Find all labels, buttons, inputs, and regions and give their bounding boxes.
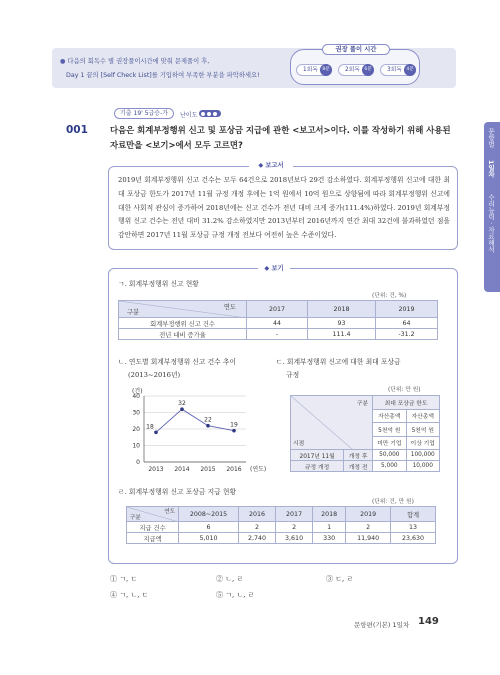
table-cell: - (247, 329, 308, 340)
side-tab-day: 1일차 (487, 160, 495, 178)
table-cell: 100,000 (406, 450, 439, 461)
data-point (232, 429, 236, 433)
banner-line-1 (60, 56, 209, 65)
table-c-large-header: 이상 기업 (406, 436, 439, 450)
table-a-corner (119, 301, 247, 318)
footer-book-title: 문항편(기본) 1일차 (354, 621, 410, 629)
data-point (154, 431, 158, 435)
table-cell: 13 (391, 522, 436, 533)
choice-4[interactable] (110, 590, 148, 600)
table-cell: 5,010 (179, 533, 239, 544)
x-tick-label: 2016 (226, 466, 242, 473)
y-tick-label: 20 (132, 426, 140, 433)
y-tick-label: 30 (132, 409, 140, 417)
table-a-year: 2017 (247, 301, 308, 318)
x-tick-label: 2013 (148, 466, 164, 473)
report-text: 2019년 회계부정행위 신고 건수는 모두 64건으로 2018년보다 29건 감소하였다. 회계부정행위 신고에 대한 최대 포상금 한도가 2017년 11월 규정 개정 후에는 1억 원에서 10억 원으로 상향됨에 따라 회계부정행위 신고에 대한 사회적 관심이 증가하여 2018년에는 신고 건수가 전년 대비 크게 증가(111.4%)하였다. 2019년 회계부정행위 신고 건수는 전년 대비 31.2% 감소하였지만 2013년부터 2016년까지 연간 최대 32건에 불과하였던 점을 감안하면 2017년 11월 포상금 규정 개정 전보다 여전히 높은 수준이었다. (118, 176, 450, 240)
choice-number: ③ (326, 575, 333, 583)
table-cell: 111.4 (307, 329, 375, 340)
section-c-unit: (단위: 만 원) (388, 387, 421, 393)
choice-1[interactable] (110, 574, 137, 584)
table-cell: 2 (276, 522, 313, 533)
review-time-title: 권장 풀이 시간 (322, 44, 390, 55)
table-c-small-header: 자산총액 (373, 409, 406, 423)
table-cell: 3,610 (276, 533, 313, 544)
table-row (119, 329, 438, 340)
table-cell: 50,000 (373, 450, 406, 461)
bullet-icon: ● (60, 58, 68, 65)
choice-number: ① (110, 575, 117, 583)
report-label: ◆ 보고서 (249, 160, 293, 171)
data-point (180, 407, 184, 411)
table-a-row-label: 전년 대비 증가율 (119, 329, 247, 340)
table-d-year: 합계 (391, 507, 436, 522)
round-3-badge (380, 64, 416, 76)
table-row (291, 461, 440, 472)
x-tick-label: 2015 (200, 466, 216, 473)
side-tab (484, 122, 500, 292)
banner-line-1-text: 다음의 회독수 별 권장풀이시간에 맞춰 문제풀이 후, (67, 58, 210, 65)
section-a-title: ㄱ. 회계부정행위 신고 현황 (118, 280, 199, 288)
table-a-year: 2018 (307, 301, 375, 318)
source-text: 기출 19' 5급승-가 (120, 110, 169, 117)
table-cell: 5,000 (373, 461, 406, 472)
table-a-row-header: 구분 (127, 309, 140, 316)
section-c-title2: 규정 (286, 371, 300, 379)
table-d-col-header: 연도 (164, 509, 175, 515)
round-2-badge (338, 64, 374, 76)
table-a (118, 300, 438, 340)
round-1-time: 8분 (320, 64, 332, 76)
choice-2[interactable] (216, 574, 243, 584)
report-label-text: 보고서 (265, 162, 284, 169)
table-d-row-label: 지급액 (127, 533, 179, 544)
table-c-main-header: 최대 포상금 한도 (373, 396, 440, 410)
question-source-tag (114, 108, 174, 119)
round-1-badge (296, 64, 332, 76)
table-d-year: 2018 (313, 507, 346, 522)
x-tick-label: 2014 (174, 466, 190, 473)
choice-number: ⑤ (216, 591, 223, 599)
choice-5[interactable] (216, 590, 254, 600)
table-d-row-label: 지급 건수 (127, 522, 179, 533)
table-d-year: 2016 (239, 507, 276, 522)
bogi-label: ◆ 보기 (258, 263, 290, 274)
table-c-large-header: 자산총액 (406, 409, 439, 423)
table-c-small-header: 미만 기업 (373, 436, 406, 450)
choice-text: ㄱ, ㄷ (119, 575, 138, 583)
banner-line-2: Day 1 끝의 [Self Check List]를 기입하여 부족한 부분을 파악하세요! (66, 72, 260, 79)
data-label: 32 (178, 400, 186, 408)
question-number: 001 (66, 124, 88, 136)
table-c-row-label: 규정 개정 (291, 461, 344, 472)
bogi-label-text: 보기 (271, 265, 284, 272)
data-label: 22 (204, 416, 212, 424)
choice-number: ② (216, 575, 223, 583)
table-row (127, 522, 436, 533)
choice-text: ㄷ, ㄹ (335, 575, 354, 583)
section-d-unit: (단위: 건, 만 원) (372, 499, 414, 505)
round-2-label: 2회독 (345, 67, 360, 73)
y-tick-label: 10 (132, 442, 140, 450)
table-c (290, 395, 440, 472)
round-1-label: 1회독 (303, 67, 318, 73)
table-cell: 6 (179, 522, 239, 533)
table-c-row-label: 2017년 11월 (291, 450, 344, 461)
side-tab-topic: 수리능력 · 자료해석 (487, 194, 495, 253)
table-c-time-header: 시점 (293, 441, 305, 447)
table-c-small-header: 5천억 원 (373, 423, 406, 437)
line-chart (116, 384, 276, 476)
table-cell: 1 (313, 522, 346, 533)
choice-text: ㄴ, ㄹ (225, 575, 244, 583)
table-cell: 2 (346, 522, 391, 533)
table-cell: 93 (307, 318, 375, 329)
round-3-time: 4분 (404, 64, 416, 76)
section-d-title: ㄹ. 회계부정행위 신고 포상금 지급 현황 (118, 488, 237, 496)
side-tab-subject: 문항별 (487, 128, 495, 148)
table-cell: 2,740 (239, 533, 276, 544)
section-c-title: ㄷ. 회계부정행위 신고에 대한 최대 포상금 (276, 358, 401, 366)
y-tick-label: 40 (132, 393, 140, 400)
table-d (126, 506, 436, 544)
table-d-year: 2017 (276, 507, 313, 522)
section-b-title2: (2013~2016년) (128, 371, 181, 379)
table-a-col-header: 연도 (223, 304, 236, 311)
round-3-label: 3회독 (387, 67, 402, 73)
choice-text: ㄱ, ㄴ, ㄷ (119, 591, 149, 599)
section-a-unit: (단위: 건, %) (372, 293, 407, 299)
section-b-title: ㄴ. 연도별 회계부정행위 신고 건수 추이 (118, 358, 237, 366)
choice-number: ④ (110, 591, 117, 599)
table-a-year: 2019 (376, 301, 438, 318)
question-text: 다음은 회계부정행위 신고 및 포상금 지급에 관한 <보고서>이다. 이를 작성하기 위해 사용된 자료만을 <보기>에서 모두 고르면? (110, 125, 451, 150)
table-c-row-label: 개정 전 (344, 461, 373, 472)
table-cell: 23,630 (391, 533, 436, 544)
table-d-year: 2008~2015 (179, 507, 239, 522)
table-d-row-header: 구분 (130, 515, 141, 521)
y-tick-label: 0 (136, 459, 140, 466)
round-2-time: 6분 (362, 64, 374, 76)
x-axis-label: (연도) (250, 466, 267, 473)
table-d-corner (127, 507, 179, 522)
difficulty-indicator (199, 110, 221, 117)
data-point (206, 424, 210, 428)
table-c-large-header: 5천억 원 (406, 423, 439, 437)
table-row (119, 318, 438, 329)
table-cell: 2 (239, 522, 276, 533)
table-cell: 11,940 (346, 533, 391, 544)
table-row (127, 533, 436, 544)
table-cell: -31.2 (376, 329, 438, 340)
table-c-corner (291, 396, 373, 450)
data-label: 19 (230, 421, 238, 429)
choice-3[interactable] (326, 574, 353, 584)
table-d-year: 2019 (346, 507, 391, 522)
table-cell: 64 (376, 318, 438, 329)
table-cell: 330 (313, 533, 346, 544)
table-row (291, 450, 440, 461)
data-label: 18 (146, 423, 154, 431)
table-cell: 10,000 (406, 461, 439, 472)
choice-text: ㄱ, ㄴ, ㄹ (225, 591, 255, 599)
table-a-row-label: 회계부정행위 신고 건수 (119, 318, 247, 329)
table-c-row-label: 개정 후 (344, 450, 373, 461)
table-c-group-header: 구분 (356, 401, 369, 407)
table-cell: 44 (247, 318, 308, 329)
y-axis-label: (건) (132, 388, 143, 395)
difficulty-label: 난이도 (180, 112, 198, 119)
page-number: 149 (418, 616, 439, 627)
